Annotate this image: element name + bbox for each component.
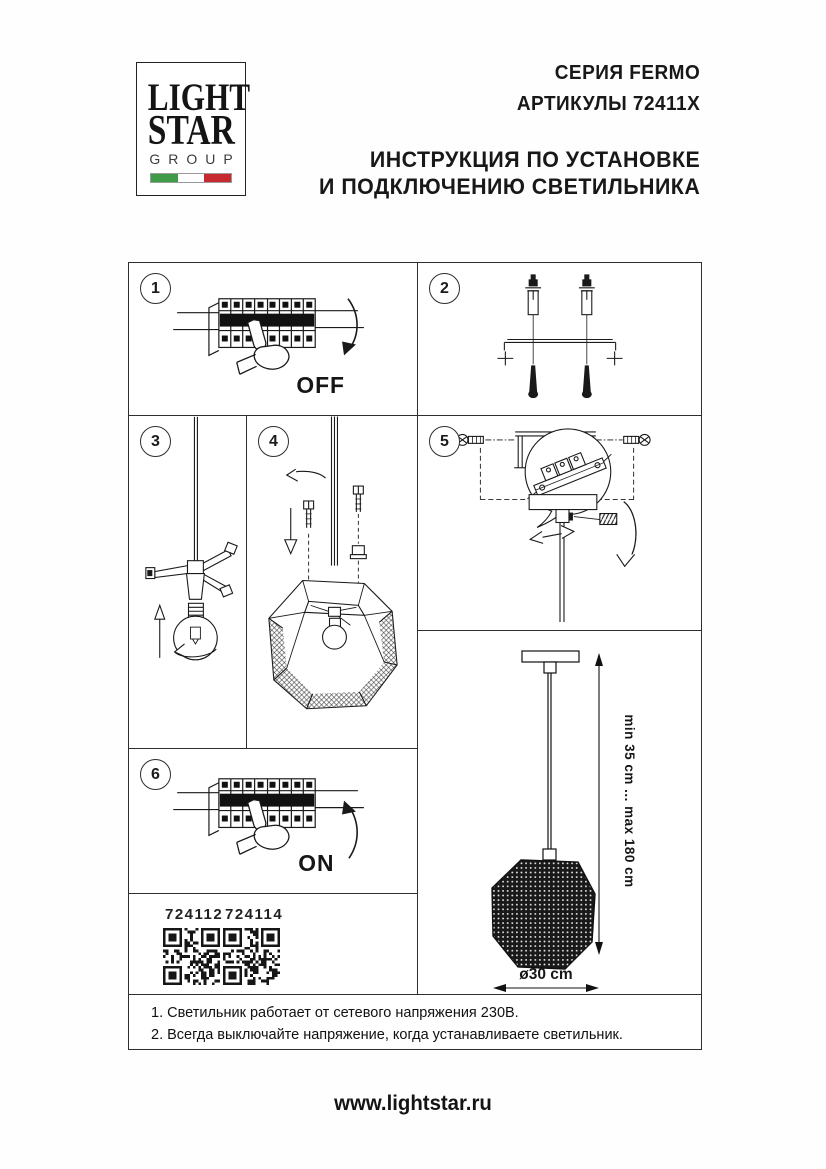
ceiling-mount-drawing (418, 416, 701, 630)
ceiling-plate-icon (522, 651, 579, 662)
on-label: ON (298, 850, 335, 877)
step-panel-3 (129, 416, 247, 749)
mesh-shade-icon (492, 860, 595, 969)
note-line-1: 1. Светильник работает от сетевого напряжения 230В. (151, 1005, 519, 1021)
step-number-1: 1 (140, 273, 171, 304)
mounting-bracket-icon (497, 339, 622, 365)
step-panel-2 (418, 263, 701, 416)
step-panel-1 (129, 263, 418, 416)
step-number-3: 3 (140, 426, 171, 457)
pendant-drawing (418, 631, 701, 994)
long-screw-icon (582, 365, 592, 398)
qr-code-1 (163, 928, 220, 985)
italy-flag-icon (150, 173, 232, 183)
canopy-icon (529, 495, 597, 510)
flag-white-stripe (178, 174, 205, 182)
arrow-down-icon (285, 508, 297, 554)
height-range-label: min 35 cm ... max 180 cm (622, 714, 637, 888)
arrow-up-icon (155, 605, 165, 658)
logo-word-star: STAR (147, 108, 235, 154)
flag-red-stripe (204, 174, 231, 182)
pendant-dimensions-panel (418, 631, 701, 994)
article-number-2: 724114 (225, 906, 284, 923)
screw-icon (596, 434, 650, 445)
flag-green-stripe (151, 174, 178, 182)
step-panel-4 (247, 416, 418, 749)
breaker-off-drawing (129, 263, 417, 415)
logo-word-light: LIGHT (147, 76, 251, 119)
step-number-2: 2 (429, 273, 460, 304)
website-url: www.lightstar.ru (334, 1092, 492, 1115)
lightstar-logo (136, 62, 251, 196)
step-panel-6 (129, 749, 418, 894)
double-arrow-icon (530, 525, 574, 543)
off-label: OFF (296, 372, 345, 399)
step-number-4: 4 (258, 426, 289, 457)
qr-code-2 (223, 928, 280, 985)
instruction-title-line1: ИНСТРУКЦИЯ ПО УСТАНОВКЕ (369, 147, 700, 172)
bulb-icon (323, 625, 347, 649)
step-panel-5 (418, 416, 701, 631)
mounting-kit-drawing (418, 263, 701, 415)
wall-anchor-icon (525, 275, 541, 315)
height-dimension-arrow (595, 653, 603, 955)
instruction-title-line2: И ПОДКЛЮЧЕНИЮ СВЕТИЛЬНИКА (318, 174, 700, 199)
series-title: СЕРИЯ FERMO (554, 62, 700, 84)
articles-panel (129, 894, 418, 994)
step-number-6: 6 (140, 759, 171, 790)
wall-anchor-icon (579, 275, 595, 315)
step-number-5: 5 (429, 426, 460, 457)
rotate-arrow-icon (287, 469, 326, 481)
bulb-install-drawing (129, 416, 246, 748)
logo-word-group: GROUP (149, 151, 241, 167)
note-line-2: 2. Всегда выключайте напряжение, когда устанавливаете светильник. (151, 1027, 623, 1043)
diagram-grid (128, 262, 702, 1050)
faceted-shade-icon (269, 581, 397, 709)
breaker-on-drawing (129, 749, 417, 893)
arrow-up-icon (342, 801, 357, 859)
header (319, 58, 700, 200)
notes-panel (129, 994, 701, 1049)
socket-spider-icon (146, 542, 237, 599)
articles-title: АРТИКУЛЫ 72411X (516, 93, 700, 115)
long-screw-icon (528, 365, 538, 398)
screw-icon (457, 434, 514, 445)
article-number-1: 724112 (165, 906, 224, 923)
diameter-label: ø30 cm (519, 966, 573, 983)
grub-screw-icon (600, 514, 617, 525)
diameter-dimension-arrow (493, 984, 599, 992)
shade-attach-drawing (247, 416, 417, 748)
rotate-arrow-icon (617, 502, 636, 567)
